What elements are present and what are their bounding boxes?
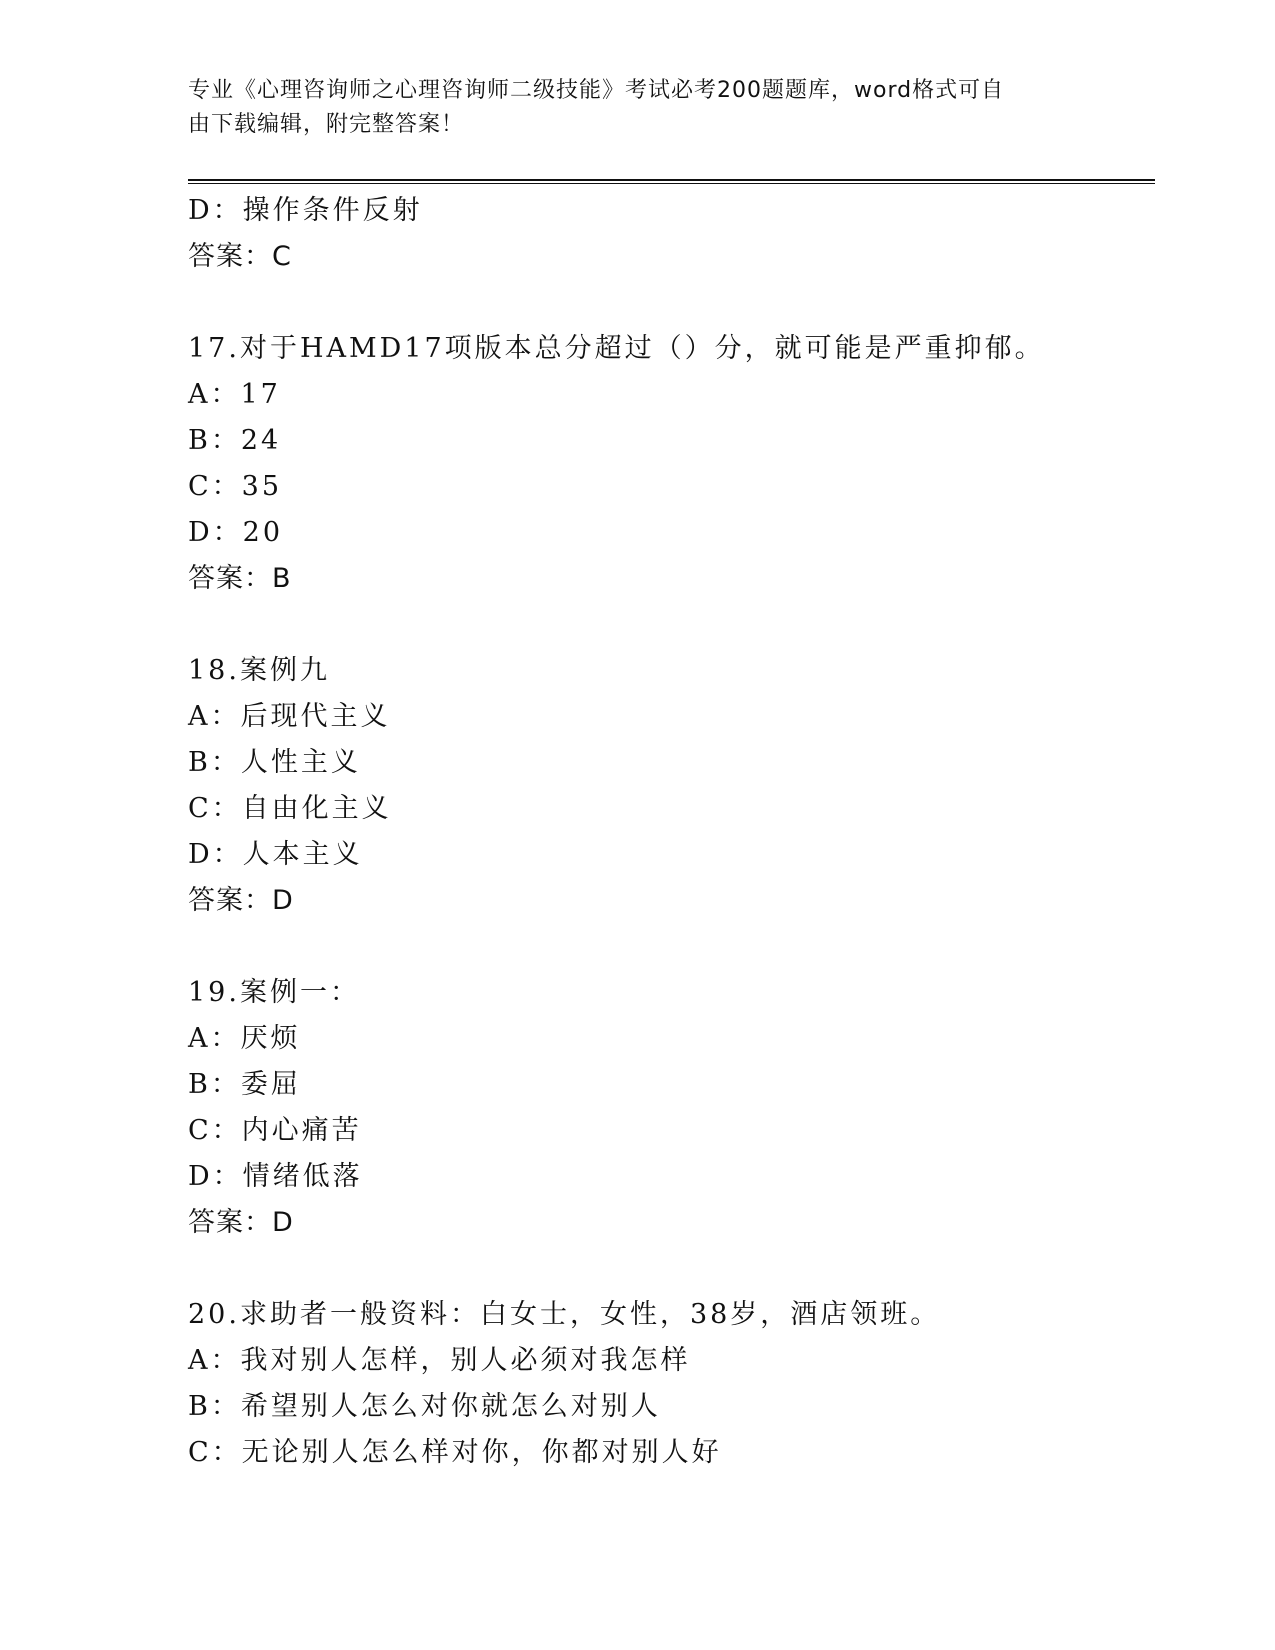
option-d: D：人本主义 — [188, 839, 363, 870]
question-18 — [188, 648, 1155, 924]
header-rule-thin — [188, 183, 1155, 184]
answer: 答案：D — [188, 1207, 294, 1238]
question-list — [188, 188, 1155, 1476]
header-rule-thick — [188, 179, 1155, 181]
question-stem: 18.案例九 — [188, 655, 330, 686]
option-a: A：17 — [188, 379, 281, 410]
spacer — [188, 924, 1155, 970]
option-b: B：希望别人怎么对你就怎么对别人 — [188, 1391, 661, 1422]
document-header — [188, 74, 1068, 142]
answer: 答案：D — [188, 885, 294, 916]
header-line-2: 由下载编辑，附完整答案！ — [188, 112, 465, 137]
option-b: B：委屈 — [188, 1069, 301, 1100]
option-c: C：内心痛苦 — [188, 1115, 362, 1146]
question-stem: 20.求助者一般资料：白女士，女性，38岁，酒店领班。 — [188, 1299, 941, 1330]
question-20 — [188, 1292, 1155, 1476]
prev-option-d: D：操作条件反射 — [188, 195, 423, 226]
option-c: C：无论别人怎么样对你，你都对别人好 — [188, 1437, 722, 1468]
option-a: A：厌烦 — [188, 1023, 301, 1054]
option-d: D：20 — [188, 517, 284, 548]
answer: 答案：B — [188, 563, 292, 594]
option-c: C：35 — [188, 471, 283, 502]
question-stem: 17.对于HAMD17项版本总分超过（）分，就可能是严重抑郁。 — [188, 333, 1045, 364]
option-c: C：自由化主义 — [188, 793, 392, 824]
option-b: B：人性主义 — [188, 747, 361, 778]
option-b: B：24 — [188, 425, 282, 456]
question-19 — [188, 970, 1155, 1246]
option-a: A：我对别人怎样，别人必须对我怎样 — [188, 1345, 691, 1376]
option-d: D：情绪低落 — [188, 1161, 363, 1192]
question-17 — [188, 326, 1155, 602]
option-a: A：后现代主义 — [188, 701, 391, 732]
spacer — [188, 1246, 1155, 1292]
spacer — [188, 280, 1155, 326]
question-stem: 19.案例一： — [188, 977, 360, 1008]
prev-answer: 答案：C — [188, 241, 292, 272]
spacer — [188, 602, 1155, 648]
header-line-1: 专业《心理咨询师之心理咨询师二级技能》考试必考200题题库，word格式可自 — [188, 78, 1005, 103]
